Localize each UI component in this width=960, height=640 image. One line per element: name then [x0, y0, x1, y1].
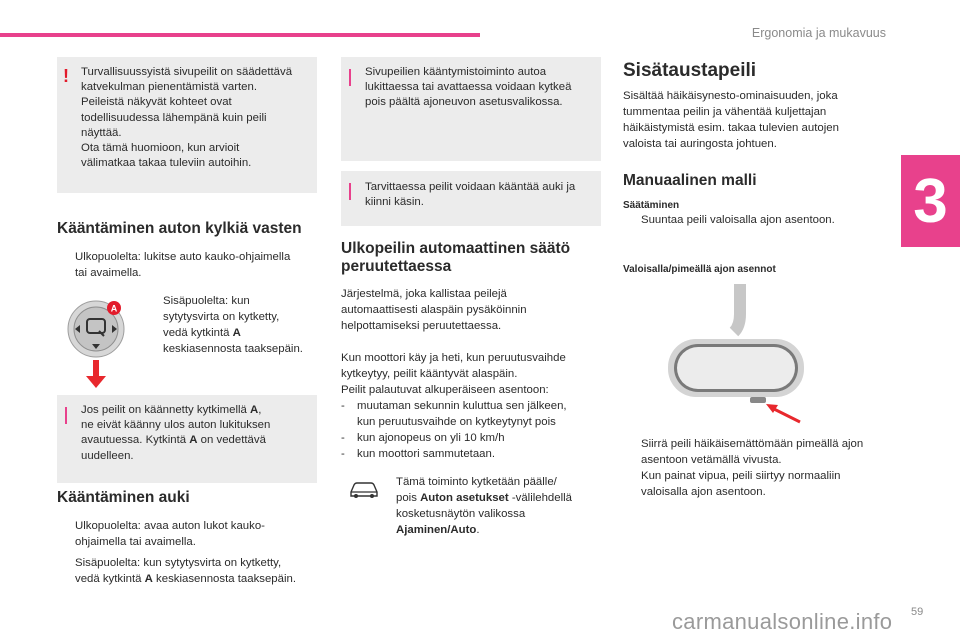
bullet-adjust: Suuntaa peili valoisalla ajon asentoon.	[641, 214, 835, 226]
svg-text:A: A	[110, 303, 118, 314]
settings-note: Tämä toiminto kytketään päälle/ pois Auton asetukset -välilehdellä kosketusnäytön valikossa Ajaminen/Auto.	[396, 476, 573, 536]
figure-caption: Valoisalla/pimeällä ajon asennot	[623, 264, 776, 275]
section-heading-auto-tilt: Ulkopeilin automaattinen säätö peruutettaessa	[341, 240, 571, 275]
list-item: - kun ajonopeus on yli 10 km/h	[341, 432, 505, 444]
header-accent-bar	[0, 33, 480, 37]
bullet-day-position: Kun painat vipua, peili siirtyy normaaliin valoisalla ajon asentoon.	[641, 470, 841, 498]
dash-list	[341, 398, 603, 462]
info-icon	[349, 183, 351, 200]
warning-icon: !	[63, 66, 69, 86]
list-item: - kun moottori sammutetaan.	[341, 448, 496, 460]
page-number: 59	[911, 606, 924, 618]
interior-mirror-intro: Sisältää häikäisynesto-ominaisuuden, joka tummentaa peilin ja vähentää kuljettajan häikäistymistä esim. takaa tulevien autojen valoista tai auringosta johtuen.	[623, 90, 839, 150]
section-title: Ergonomia ja mukavuus	[751, 26, 886, 40]
warning-box	[57, 57, 317, 193]
info-box-reactivate: Jos peilit on käännetty kytkimellä A, ne eivät käänny ulos auton lukituksen avautuessa. Kytkintä A on vedettävä uudelleen.	[57, 395, 317, 483]
bullet-outside-lock: Ulkopuolelta: lukitse auto kauko-ohjaimella tai avaimella.	[75, 251, 291, 279]
bullet-inside-switch: Sisäpuolelta: kun sytytysvirta on kytketty, vedä kytkintä A keskiasennosta taaksepäin.	[163, 295, 303, 355]
info-box-manual: Tarvittaessa peilit voidaan kääntää auki ja kiinni käsin.	[341, 171, 601, 226]
section-heading-unfolding: Kääntäminen auki	[57, 489, 190, 506]
bullet-night-position: Siirrä peili häikäisemättömään pimeällä ajon asentoon vetämällä vivusta.	[641, 438, 864, 466]
watermark: carmanualsonline.info	[672, 609, 893, 634]
car-settings-icon	[347, 478, 381, 500]
info-box-settings: Sivupeilien kääntymistoiminto autoa lukittaessa tai avattaessa voidaan kytkeä pois päältä ajoneuvon asetusvalikossa.	[341, 57, 601, 161]
adjust-label: Säätäminen	[623, 200, 680, 211]
interior-mirror-illustration	[660, 284, 810, 424]
bullet-inside-unfold: Sisäpuolelta: kun sytytysvirta on kytketty, vedä kytkintä A keskiasennosta taaksepäin.	[75, 557, 296, 585]
auto-tilt-behaviour: Kun moottori käy ja heti, kun peruutusvaihde kytkeytyy, peilit kääntyvät alaspäin. Peilit palautuvat alkuperäiseen asentoon:	[341, 352, 566, 396]
mirror-control-illustration	[66, 298, 132, 390]
auto-tilt-description: Järjestelmä, joka kallistaa peilejä automaattisesti alaspäin pysäköinnin helpottamiseksi peruutettaessa.	[341, 288, 527, 332]
warning-text: Turvallisuussyistä sivupeilit on säädettävä katvekulman pienentämistä varten. Peileistä näkyvät kohteet ovat todellisuudessa lähempänä kuin peili näyttää. Ota tämä huomioon, kun arvioit välimatkaa takaa tuleviin autoihin.	[81, 66, 293, 170]
info-icon	[65, 407, 67, 424]
section-heading-folding: Kääntäminen auton kylkiä vasten	[57, 220, 302, 237]
info-icon	[349, 69, 351, 86]
section-heading-manual-model: Manuaalinen malli	[623, 172, 757, 189]
bullet-outside-unlock: Ulkopuolelta: avaa auton lukot kauko- ohjaimella tai avaimella.	[75, 520, 265, 548]
chapter-tab: 3	[901, 155, 960, 247]
page-heading-interior-mirror: Sisätaustapeili	[623, 60, 757, 81]
list-item: - muutaman sekunnin kuluttua sen jälkeen, kun peruutusvaihde on kytkeytynyt pois	[341, 400, 567, 428]
